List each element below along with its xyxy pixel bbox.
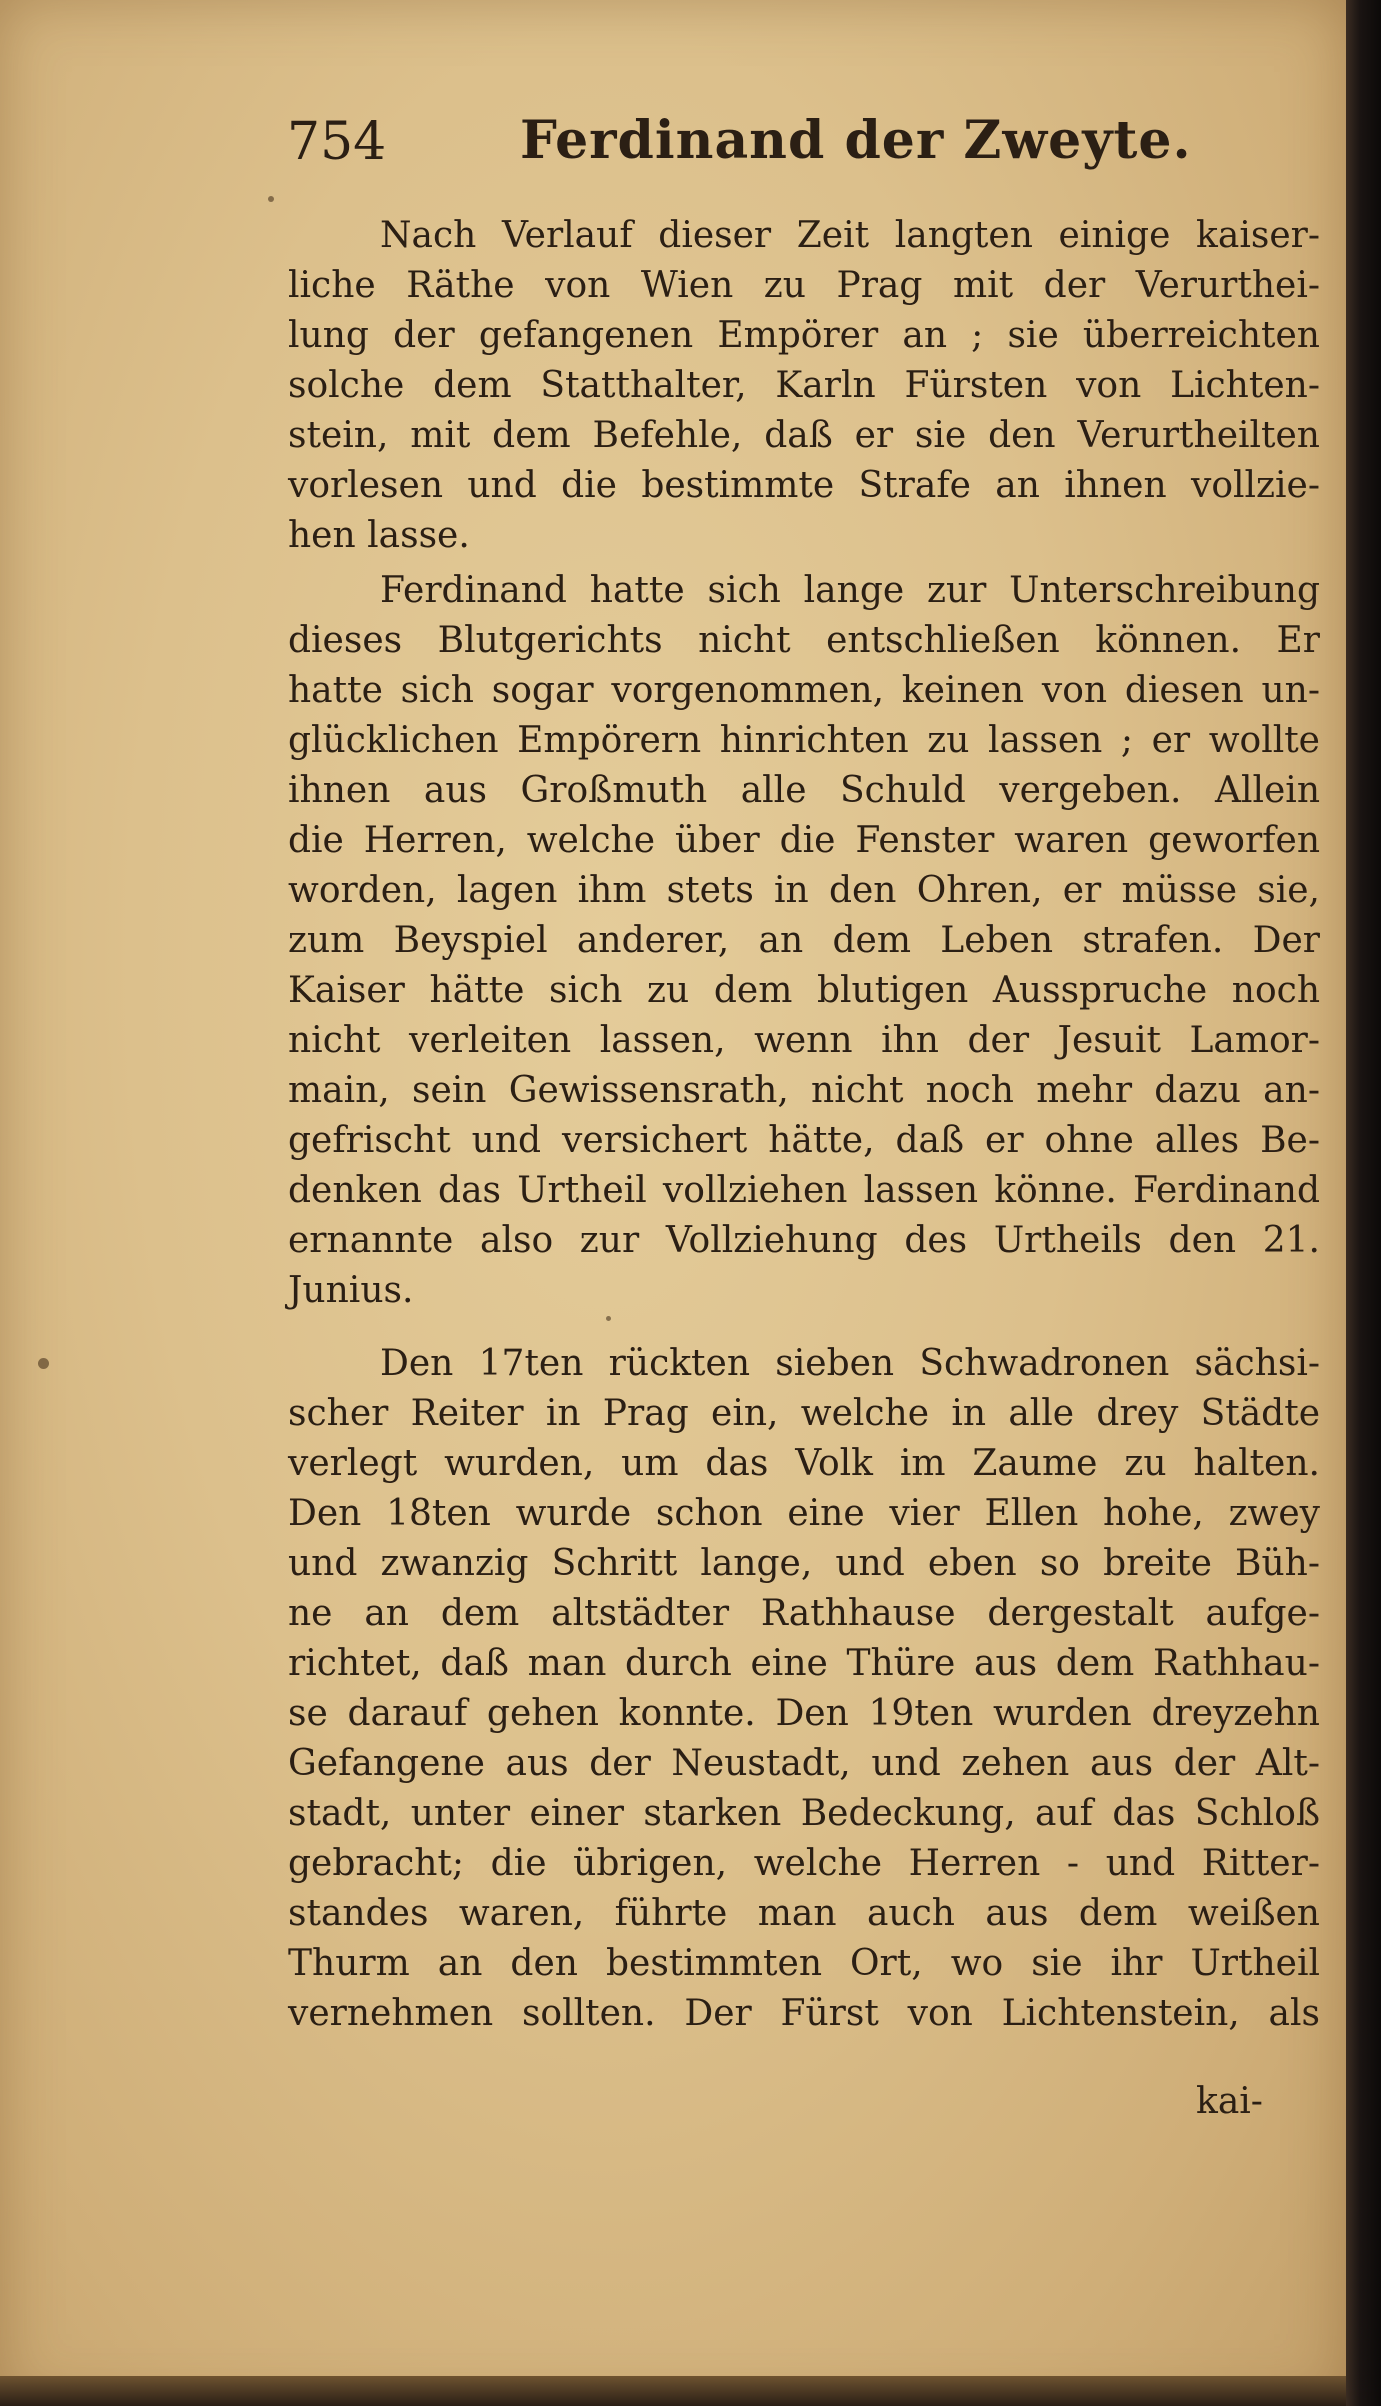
text-line: und zwanzig Schritt lange, und eben so breite Büh- — [288, 1543, 1320, 1584]
text-line: denken das Urtheil vollziehen lassen könne. Ferdinand — [288, 1170, 1320, 1211]
text-line: ne an dem altstädter Rathhause dergestalt aufge- — [288, 1593, 1320, 1634]
text-line: ernannte also zur Vollziehung des Urtheils den 21. — [288, 1220, 1320, 1261]
text-line: main, sein Gewissensrath, nicht noch mehr dazu an- — [288, 1070, 1320, 1111]
text-line: verlegt wurden, um das Volk im Zaume zu halten. — [288, 1443, 1320, 1484]
text-line: gebracht; die übrigen, welche Herren - und Ritter- — [288, 1843, 1320, 1884]
text-line: scher Reiter in Prag ein, welche in alle drey Städte — [288, 1393, 1320, 1434]
text-line: gefrischt und versichert hätte, daß er ohne alles Be- — [288, 1120, 1320, 1161]
scan-bottom-edge — [0, 2376, 1346, 2406]
text-line: ihnen aus Großmuth alle Schuld vergeben. Allein — [288, 770, 1320, 811]
text-line: Junius. — [288, 1270, 414, 1311]
text-line: hen lasse. — [288, 515, 470, 556]
text-line: zum Beyspiel anderer, an dem Leben strafen. Der — [288, 920, 1320, 961]
text-line: se darauf gehen konnte. Den 19ten wurden dreyzehn — [288, 1693, 1320, 1734]
running-head: Ferdinand der Zweyte. — [520, 110, 1192, 171]
text-line: solche dem Statthalter, Karln Fürsten von Lichten- — [288, 365, 1320, 406]
catchword: kai- — [1196, 2081, 1263, 2122]
page-number: 754 — [287, 112, 387, 172]
text-line: worden, lagen ihm stets in den Ohren, er müsse sie, — [288, 870, 1320, 911]
ink-speck — [38, 1358, 49, 1369]
text-line: lung der gefangenen Empörer an ; sie überreichten — [288, 315, 1320, 356]
text-line: hatte sich sogar vorgenommen, keinen von diesen un- — [288, 670, 1320, 711]
text-line: stein, mit dem Befehle, daß er sie den Verurtheilten — [288, 415, 1320, 456]
scan-edge-shadow — [1346, 0, 1381, 2406]
text-line: Ferdinand hatte sich lange zur Unterschreibung — [380, 570, 1320, 611]
text-line: stadt, unter einer starken Bedeckung, auf das Schloß — [288, 1793, 1320, 1834]
text-line: Den 18ten wurde schon eine vier Ellen hohe, zwey — [288, 1493, 1320, 1534]
ink-speck — [606, 1316, 611, 1321]
text-line: Thurm an den bestimmten Ort, wo sie ihr Urtheil — [288, 1943, 1320, 1984]
text-line: die Herren, welche über die Fenster waren geworfen — [288, 820, 1320, 861]
text-line: nicht verleiten lassen, wenn ihn der Jesuit Lamor- — [288, 1020, 1320, 1061]
text-line: dieses Blutgerichts nicht entschließen können. Er — [288, 620, 1320, 661]
text-line: Kaiser hätte sich zu dem blutigen Ausspruche noch — [288, 970, 1320, 1011]
text-line: Nach Verlauf dieser Zeit langten einige kaiser- — [380, 215, 1320, 256]
text-line: Den 17ten rückten sieben Schwadronen sächsi- — [380, 1343, 1320, 1384]
text-line: richtet, daß man durch eine Thüre aus dem Rathhau- — [288, 1643, 1320, 1684]
text-line: Gefangene aus der Neustadt, und zehen aus der Alt- — [288, 1743, 1320, 1784]
ink-speck — [268, 196, 274, 202]
text-line: glücklichen Empörern hinrichten zu lassen ; er wollte — [288, 720, 1320, 761]
text-line: vernehmen sollten. Der Fürst von Lichtenstein, als — [288, 1993, 1320, 2034]
text-line: liche Räthe von Wien zu Prag mit der Verurthei- — [288, 265, 1320, 306]
text-line: standes waren, führte man auch aus dem weißen — [288, 1893, 1320, 1934]
text-line: vorlesen und die bestimmte Strafe an ihnen vollzie- — [288, 465, 1320, 506]
